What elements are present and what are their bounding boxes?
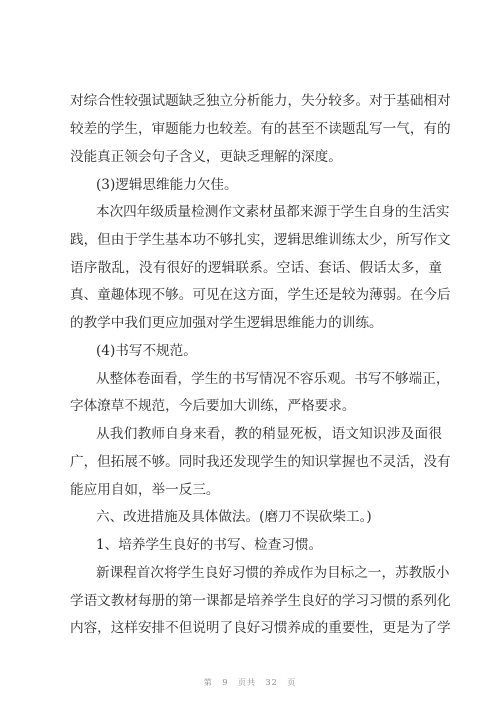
text-line-13: 从我们教师自身来看，教的稍显死板，语文知识涉及面很 (96, 426, 442, 442)
text-line-11: 从整体卷面看，学生的书写情况不容乐观。书写不够端正， (96, 371, 450, 387)
text-line-1: 对综合性较强试题缺乏独立分析能力，失分较多。对于基础相对 (70, 93, 451, 109)
text-line-6: 践，但由于学生基本功不够扎实，逻辑思维训练太少，所写作文 (70, 232, 451, 248)
text-line-3: 没能真正领会句子含义，更缺乏理解的深度。 (70, 149, 342, 165)
subheading-habits: 1、培养学生良好的书写、检查习惯。 (96, 537, 323, 553)
text-line-8: 真、童趣体现不够。可见在这方面，学生还是较为薄弱。在今后 (70, 287, 451, 303)
page-footer (0, 677, 500, 688)
text-line-5: 本次四年级质量检测作文素材虽都来源于学生自身的生活实 (96, 204, 450, 220)
text-line-18: 新课程首次将学生良好习惯的养成作为目标之一，苏教版小 (96, 565, 450, 581)
footer-middle: 页共 (237, 678, 256, 687)
text-line-2: 较差的学生，审题能力也较差。有的甚至不读题乱写一气，有的 (70, 121, 451, 137)
text-line-12: 字体潦草不规范，今后要加大训练，严格要求。 (70, 398, 356, 414)
subheading-writing: (4)书写不规范。 (96, 343, 197, 359)
text-line-15: 能应用自如，举一反三。 (70, 482, 220, 498)
subheading-logic: (3)逻辑思维能力欠佳。 (96, 177, 238, 193)
footer-prefix: 第 (203, 678, 213, 687)
footer-total-pages: 32 (265, 678, 278, 687)
footer-page-number: 9 (222, 678, 229, 687)
text-line-14: 广，但拓展不够。同时我还发现学生的知识掌握也不灵活，没有 (70, 454, 451, 470)
section-heading-six: 六、改进措施及具体做法。(磨刀不误砍柴工。) (96, 509, 372, 525)
text-line-7: 语序散乱，没有很好的逻辑联系。空话、套话、假话太多，童 (70, 260, 442, 276)
text-line-9: 的教学中我们更应加强对学生逻辑思维能力的训练。 (70, 315, 383, 331)
text-line-20: 内容，这样安排不但说明了良好习惯养成的重要性，更是为了学 (70, 620, 451, 636)
footer-suffix: 页 (287, 678, 297, 687)
text-line-19: 学语文教材每册的第一课都是培养学生良好的学习习惯的系列化 (70, 593, 451, 609)
